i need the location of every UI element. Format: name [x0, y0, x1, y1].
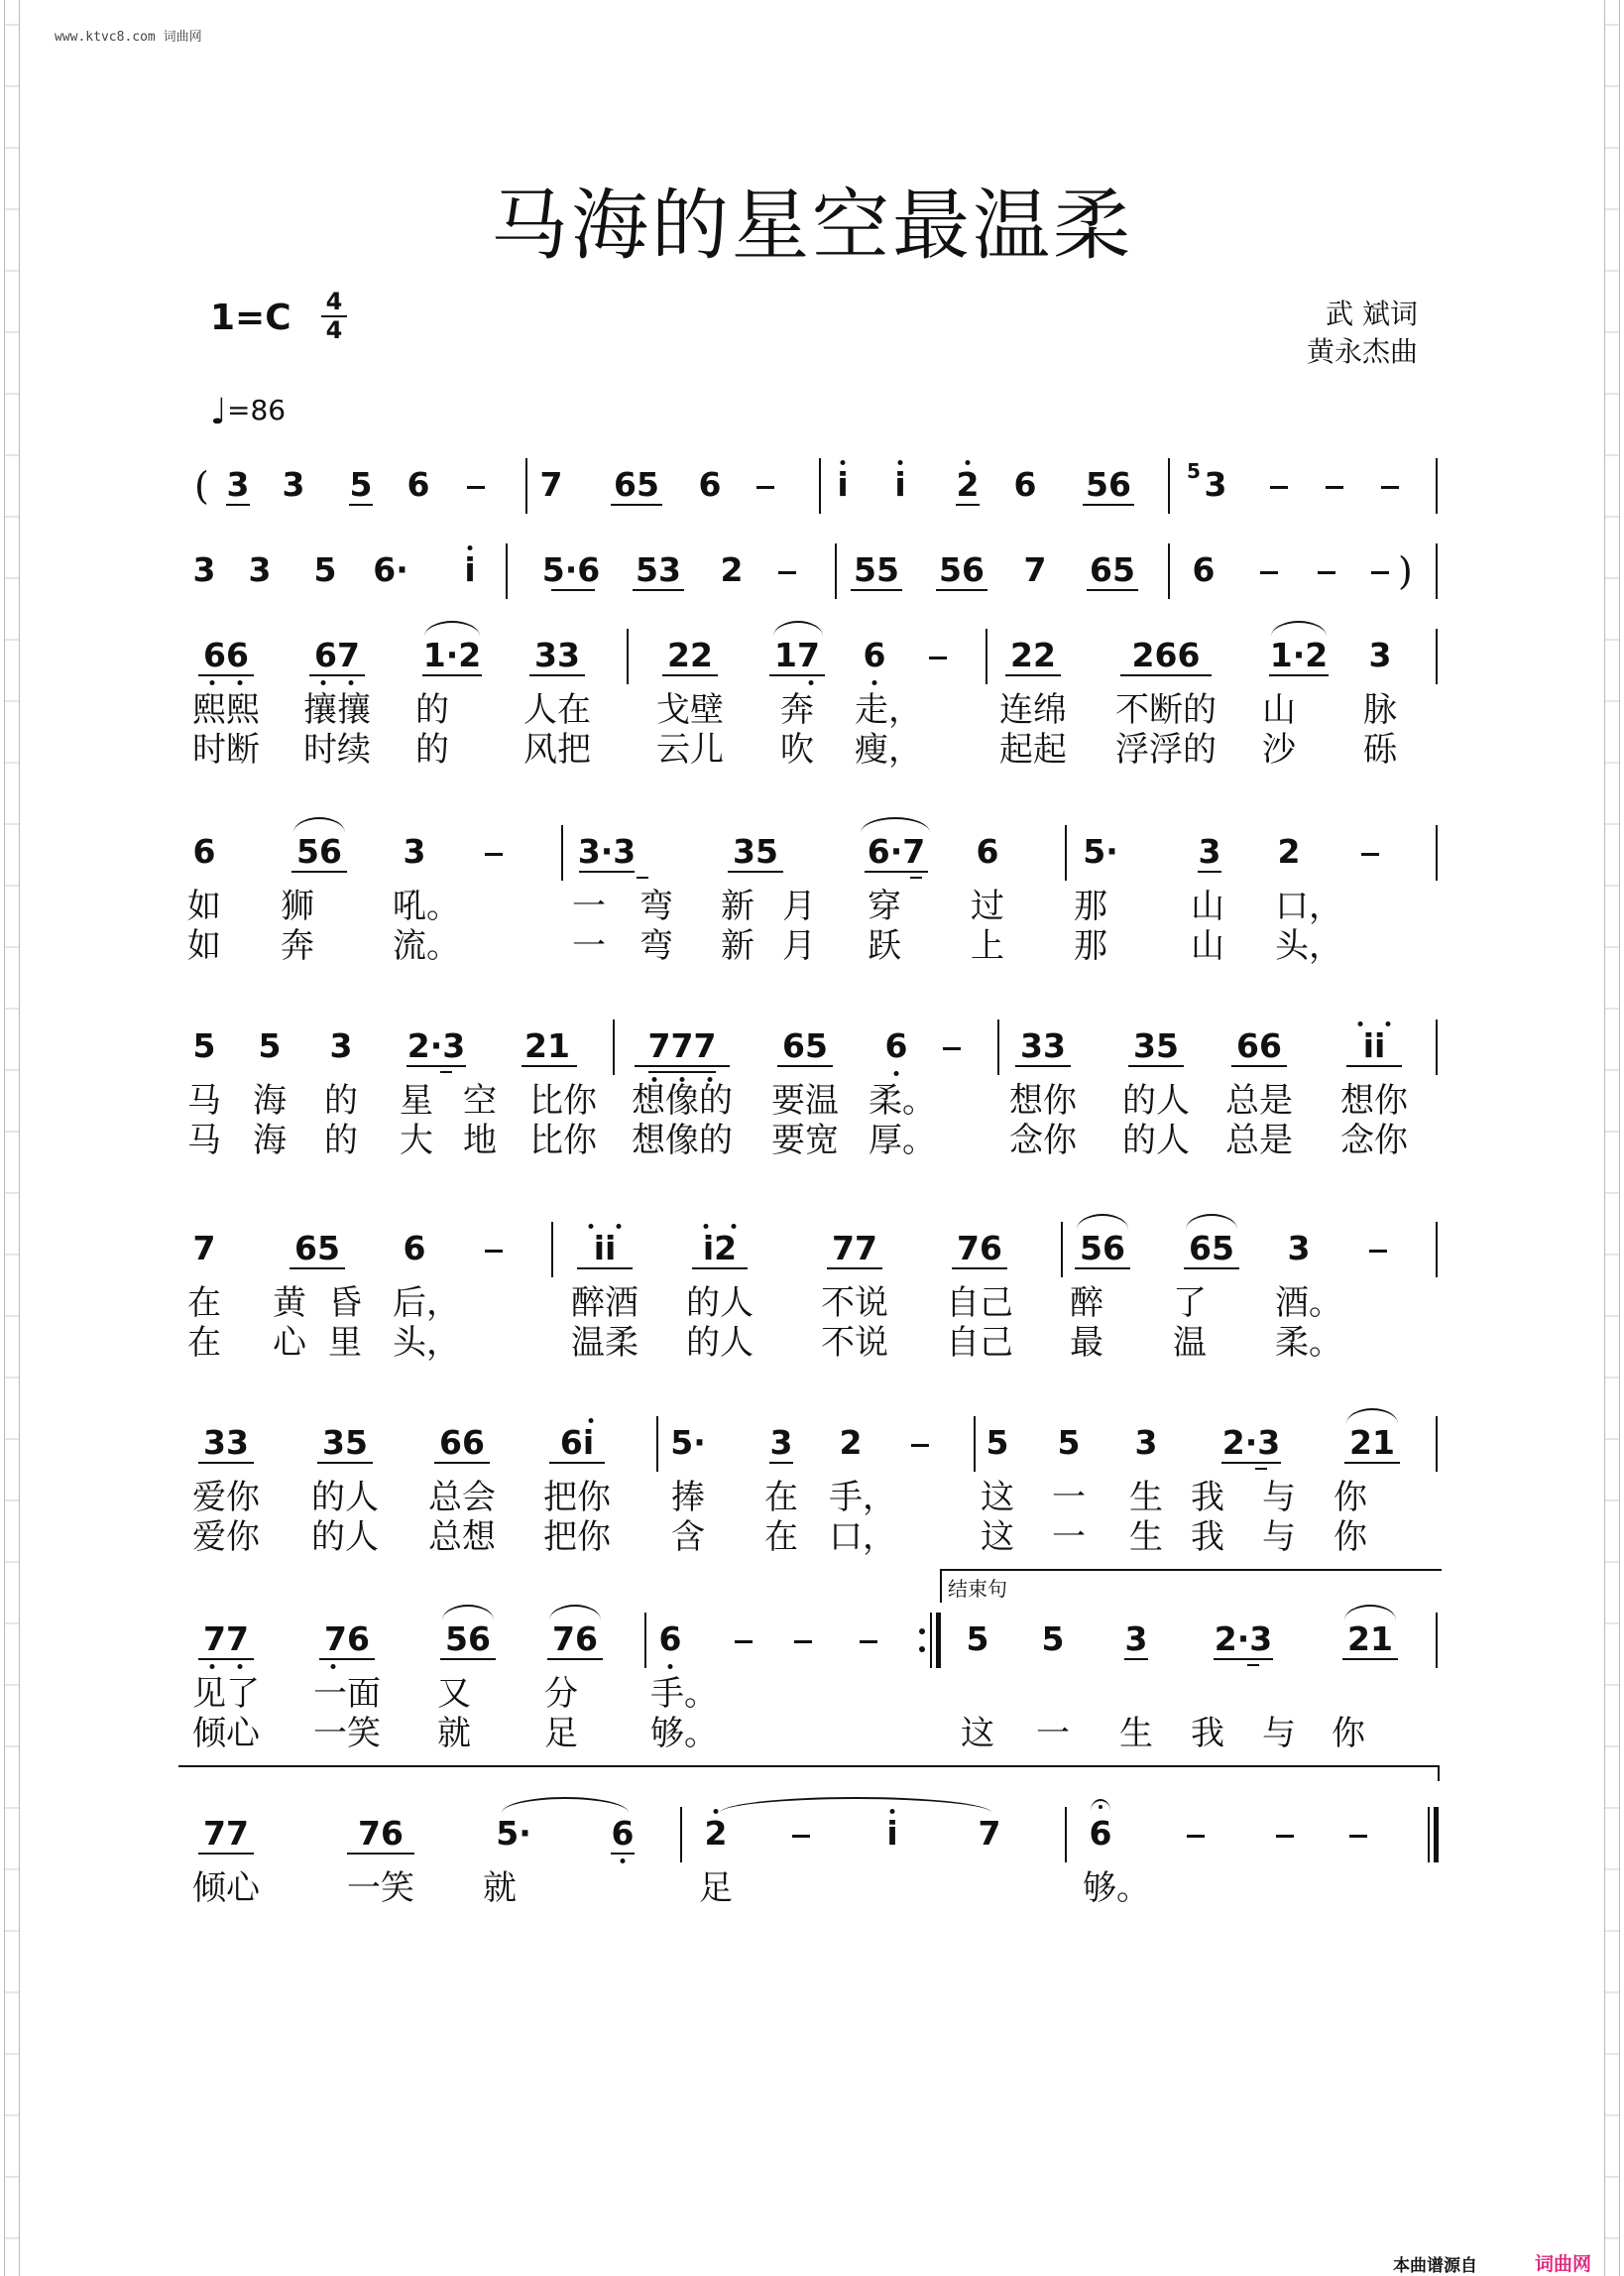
lyric: 新	[721, 926, 754, 966]
lyric: 大	[400, 1121, 433, 1160]
lyric: 一面	[313, 1674, 381, 1714]
lyric: 一笑	[347, 1868, 414, 1908]
lyric: 这	[961, 1714, 994, 1753]
note: 65	[1189, 1229, 1234, 1267]
note: 5	[258, 1026, 282, 1065]
note: 6	[976, 832, 999, 871]
lyric: 过	[971, 887, 1004, 926]
note: 65	[1090, 550, 1135, 589]
note: 65	[782, 1026, 828, 1065]
dash	[467, 486, 485, 489]
note: 7	[978, 1814, 1001, 1853]
lyric: 总会	[428, 1478, 496, 1517]
lyric: 连绵	[999, 690, 1067, 730]
lyric: 的人	[686, 1283, 754, 1323]
ending-bracket	[940, 1569, 1442, 1571]
lyric: 昏	[328, 1283, 362, 1323]
close-paren: )	[1398, 549, 1413, 593]
lyric: 流。	[393, 926, 460, 966]
lyric: 弯	[639, 887, 673, 926]
note: 66	[203, 636, 249, 674]
lyric: 头，	[1275, 926, 1342, 966]
note: 53	[636, 550, 681, 589]
note: 266	[1131, 636, 1201, 674]
note: 67	[314, 636, 360, 674]
lyric: 了	[1173, 1283, 1207, 1323]
note: 3	[226, 465, 250, 504]
lyric: 见了	[192, 1674, 260, 1714]
lyric: 想像的	[632, 1121, 733, 1160]
lyric: 捧	[671, 1478, 705, 1517]
lyric: 你	[1332, 1714, 1365, 1753]
note: 3	[329, 1026, 353, 1065]
note: i	[894, 465, 906, 504]
note: i	[837, 465, 849, 504]
lyric: 熙熙	[192, 690, 260, 730]
note: 3	[1198, 832, 1221, 871]
time-signature-top: 4	[325, 288, 343, 315]
note: 1·2	[422, 636, 482, 674]
lyric: 的	[324, 1121, 358, 1160]
lyric: 一笑	[313, 1714, 381, 1753]
lyric: 瘦，	[855, 730, 922, 770]
note: 35	[1133, 1026, 1179, 1065]
lyric: 山	[1191, 887, 1224, 926]
lyric: 与	[1262, 1517, 1296, 1557]
lyric: 沙	[1262, 730, 1296, 770]
note: 2	[1277, 832, 1301, 871]
note: 6	[406, 465, 430, 504]
note: 21	[1349, 1423, 1395, 1462]
lyric: 时续	[303, 730, 371, 770]
note: 6	[863, 636, 886, 674]
credits	[1259, 296, 1418, 371]
lyric: 如	[187, 887, 221, 926]
note: 33	[203, 1423, 249, 1462]
lyric: 地	[463, 1121, 497, 1160]
lyric: 山	[1191, 926, 1224, 966]
note: 77	[203, 1814, 249, 1853]
note: 6	[1192, 550, 1216, 589]
note: ii	[593, 1229, 617, 1267]
note: i	[886, 1814, 898, 1853]
lyric: 比你	[529, 1081, 597, 1121]
lyric: 含	[671, 1517, 705, 1557]
lyric: 黄	[273, 1283, 306, 1323]
lyric: 就	[483, 1868, 517, 1908]
note: 5·	[1083, 832, 1118, 871]
lyric: 心	[273, 1323, 306, 1363]
note: 5	[192, 1026, 216, 1065]
note: 6	[403, 1229, 426, 1267]
lyric: 分	[544, 1674, 578, 1714]
note: ii	[1362, 1026, 1386, 1065]
lyric: 温柔	[571, 1323, 638, 1363]
site-label: www.ktvc8.com 词曲网	[55, 30, 202, 45]
note: 65	[294, 1229, 340, 1267]
note: 3	[403, 832, 426, 871]
lyric: 够。	[1083, 1868, 1150, 1908]
note: 3	[1287, 1229, 1311, 1267]
note: 6	[1089, 1814, 1112, 1853]
lyric: 在	[187, 1283, 221, 1323]
time-signature	[319, 290, 349, 343]
barline	[819, 458, 821, 514]
lyric: 把你	[543, 1478, 611, 1517]
lyric: 一	[1052, 1517, 1086, 1557]
note: 3	[769, 1423, 793, 1462]
dash	[1326, 486, 1343, 489]
lyric: 温	[1173, 1323, 1207, 1363]
note: 6	[658, 1619, 682, 1658]
note: 76	[552, 1619, 598, 1658]
score-row-5	[0, 1230, 1624, 1388]
lyric: 头，	[393, 1323, 460, 1363]
lyric: 手。	[650, 1674, 718, 1714]
note: 2	[720, 550, 744, 589]
ending-label: 结束句	[948, 1577, 1007, 1601]
lyric: 月	[782, 926, 816, 966]
ending-bracket-bottom	[178, 1765, 1440, 1767]
note: 5	[1057, 1423, 1081, 1462]
lyric: 念你	[1340, 1121, 1408, 1160]
lyric: 在	[187, 1323, 221, 1363]
score-row-8	[0, 1815, 1624, 1974]
note: 3	[282, 465, 305, 504]
dash	[1381, 486, 1399, 489]
footer-brand-link[interactable]: 词曲网	[1535, 2253, 1592, 2275]
note: 5·6	[541, 550, 601, 589]
note: 6·	[373, 550, 408, 589]
lyric: 你	[1334, 1517, 1367, 1557]
note: 6	[1013, 465, 1037, 504]
lyric: 不说	[821, 1323, 888, 1363]
lyric: 马	[187, 1121, 221, 1160]
note: 56	[296, 832, 342, 871]
tempo-value: =86	[226, 394, 287, 426]
score-row-7	[0, 1620, 1624, 1779]
dash	[756, 486, 774, 489]
lyric: 在	[764, 1478, 798, 1517]
lyric: 口，	[829, 1517, 896, 1557]
lyric: 后，	[393, 1283, 460, 1323]
lyric: 的人	[311, 1517, 379, 1557]
note: 7	[192, 1229, 216, 1267]
lyric: 醉酒	[571, 1283, 638, 1323]
lyric: 奔	[780, 690, 814, 730]
note: 77	[832, 1229, 877, 1267]
note: 777	[647, 1026, 717, 1065]
lyric: 我	[1191, 1714, 1224, 1753]
note: 33	[534, 636, 580, 674]
lyric: 倾心	[192, 1714, 260, 1753]
note: 65	[614, 465, 659, 504]
time-signature-bottom: 4	[325, 316, 343, 344]
lyric: 上	[971, 926, 1004, 966]
note: 3	[192, 550, 216, 589]
note: i2	[702, 1229, 738, 1267]
note: 6	[611, 1814, 635, 1853]
lyric: 柔。	[869, 1081, 936, 1121]
lyric: 足	[699, 1868, 733, 1908]
lyric: 总想	[428, 1517, 496, 1557]
lyric: 弯	[639, 926, 673, 966]
lyric: 砾	[1363, 730, 1397, 770]
lyric: 山	[1262, 690, 1296, 730]
note: 3	[1204, 465, 1227, 504]
note: 5	[986, 1423, 1009, 1462]
lyric: 要温	[771, 1081, 839, 1121]
note: 56	[939, 550, 985, 589]
lyric: 一	[1036, 1714, 1070, 1753]
note: 6i	[559, 1423, 595, 1462]
key-signature: 1=C	[210, 298, 291, 338]
note: 6·7	[867, 832, 926, 871]
lyric: 的	[324, 1081, 358, 1121]
lyric: 的	[415, 690, 449, 730]
lyric: 人在	[523, 690, 591, 730]
note: 2·3	[1221, 1423, 1281, 1462]
dash	[1270, 486, 1288, 489]
lyric: 与	[1262, 1714, 1296, 1753]
lyric: 这	[981, 1478, 1014, 1517]
note: 35	[733, 832, 778, 871]
lyric: 海	[253, 1081, 287, 1121]
note: 22	[667, 636, 713, 674]
note: 2	[704, 1814, 728, 1853]
note: 33	[1020, 1026, 1066, 1065]
note: 55	[854, 550, 899, 589]
lyric: 时断	[192, 730, 260, 770]
note: 77	[203, 1619, 249, 1658]
note: 21	[1347, 1619, 1393, 1658]
lyric: 穿	[868, 887, 901, 926]
note: 56	[1086, 465, 1131, 504]
lyric: 浮浮的	[1115, 730, 1217, 770]
lyric: 在	[764, 1517, 798, 1557]
note: 5	[1041, 1619, 1065, 1658]
lyric: 酒。	[1275, 1283, 1342, 1323]
note: 6	[884, 1026, 908, 1065]
score-row-4	[0, 1027, 1624, 1186]
lyric: 的人	[1122, 1121, 1190, 1160]
note: 2·3	[406, 1026, 466, 1065]
open-paren: (	[194, 464, 209, 508]
lyric: 的人	[1122, 1081, 1190, 1121]
quarter-note-icon: ♩	[210, 392, 227, 432]
note: 76	[324, 1619, 370, 1658]
lyric: 云儿	[656, 730, 724, 770]
note: 76	[358, 1814, 404, 1853]
note: 56	[1080, 1229, 1125, 1267]
note: 6	[192, 832, 216, 871]
barline	[1436, 458, 1438, 514]
lyric: 风把	[523, 730, 591, 770]
lyric: 比你	[529, 1121, 597, 1160]
lyric: 自己	[946, 1283, 1013, 1323]
note: 17	[774, 636, 820, 674]
note: 6	[698, 465, 722, 504]
page-title: 马海的星空最温柔	[490, 181, 1133, 271]
lyric: 念你	[1009, 1121, 1077, 1160]
lyric: 走，	[855, 690, 922, 730]
lyric: 倾心	[192, 1868, 260, 1908]
lyric: 你	[1334, 1478, 1367, 1517]
lyric: 我	[1191, 1517, 1224, 1557]
note: 2·3	[1214, 1619, 1273, 1658]
lyric: 的人	[686, 1323, 754, 1363]
score-row-6	[0, 1424, 1624, 1583]
note: 22	[1010, 636, 1056, 674]
lyric: 生	[1129, 1478, 1163, 1517]
grace-note: 5	[1187, 459, 1201, 483]
note: 5	[349, 465, 373, 504]
lyric: 攘攘	[303, 690, 371, 730]
lyric: 空	[463, 1081, 497, 1121]
score-row-3	[0, 833, 1624, 992]
note: 3·3	[577, 832, 637, 871]
lyric: 奔	[281, 926, 314, 966]
lyric: 就	[437, 1714, 471, 1753]
note: 1·2	[1269, 636, 1329, 674]
lyric: 戈壁	[656, 690, 724, 730]
tempo-marking	[210, 392, 286, 432]
lyric: 最	[1070, 1323, 1103, 1363]
lyric: 一	[572, 926, 606, 966]
note: 2	[956, 465, 980, 504]
lyric: 马	[187, 1081, 221, 1121]
lyric: 吼。	[393, 887, 460, 926]
note: 5·	[496, 1814, 531, 1853]
lyric: 脉	[1363, 690, 1397, 730]
lyric: 醉	[1070, 1283, 1103, 1323]
score-row-2	[0, 637, 1624, 795]
lyric: 月	[782, 887, 816, 926]
note: 2	[839, 1423, 863, 1462]
lyric: 自己	[946, 1323, 1013, 1363]
lyric: 够。	[650, 1714, 718, 1753]
lyric: 又	[437, 1674, 471, 1714]
lyric: 这	[981, 1517, 1014, 1557]
lyric: 总是	[1225, 1081, 1293, 1121]
lyric: 不说	[821, 1283, 888, 1323]
note: 3	[1124, 1619, 1148, 1658]
lyric: 狮	[281, 887, 314, 926]
note: 3	[1368, 636, 1392, 674]
note: 3	[248, 550, 272, 589]
lyric: 的	[415, 730, 449, 770]
note: 7	[539, 465, 563, 504]
note: 7	[1023, 550, 1047, 589]
note: 66	[439, 1423, 485, 1462]
barline	[1168, 458, 1170, 514]
lyric: 新	[721, 887, 754, 926]
barline	[525, 458, 527, 514]
lyric: 想你	[1009, 1081, 1077, 1121]
note: 35	[322, 1423, 368, 1462]
lyric: 吹	[780, 730, 814, 770]
lyric: 生	[1119, 1714, 1153, 1753]
lyric: 一	[572, 887, 606, 926]
lyric: 把你	[543, 1517, 611, 1557]
note: 5	[966, 1619, 989, 1658]
lyric: 跃	[868, 926, 901, 966]
lyric: 手，	[829, 1478, 896, 1517]
lyric: 厚。	[869, 1121, 936, 1160]
note: 5·	[670, 1423, 706, 1462]
lyric: 爱你	[192, 1517, 260, 1557]
lyric: 口，	[1275, 887, 1342, 926]
composer: 黄永杰曲	[1306, 335, 1418, 368]
lyric: 想你	[1340, 1081, 1408, 1121]
note: 76	[957, 1229, 1002, 1267]
lyric: 想像的	[632, 1081, 733, 1121]
lyric: 生	[1129, 1517, 1163, 1557]
lyric: 海	[253, 1121, 287, 1160]
lyricist: 武 斌词	[1326, 298, 1418, 330]
lyric: 与	[1262, 1478, 1296, 1517]
note: 21	[524, 1026, 570, 1065]
lyric: 柔。	[1275, 1323, 1342, 1363]
note: 5	[313, 550, 337, 589]
lyric: 不断的	[1115, 690, 1217, 730]
lyric: 里	[328, 1323, 362, 1363]
note: 66	[1236, 1026, 1282, 1065]
lyric: 那	[1074, 887, 1107, 926]
footer-source-text: 本曲谱源自	[1393, 2256, 1477, 2276]
lyric: 星	[400, 1081, 433, 1121]
lyric: 那	[1074, 926, 1107, 966]
note: 3	[1134, 1423, 1158, 1462]
lyric: 一	[1052, 1478, 1086, 1517]
note: i	[464, 550, 476, 589]
lyric: 起起	[999, 730, 1067, 770]
lyric: 足	[544, 1714, 578, 1753]
lyric: 爱你	[192, 1478, 260, 1517]
lyric: 的人	[311, 1478, 379, 1517]
lyric: 我	[1191, 1478, 1224, 1517]
lyric: 如	[187, 926, 221, 966]
lyric: 总是	[1225, 1121, 1293, 1160]
lyric: 要宽	[771, 1121, 839, 1160]
note: 56	[445, 1619, 491, 1658]
